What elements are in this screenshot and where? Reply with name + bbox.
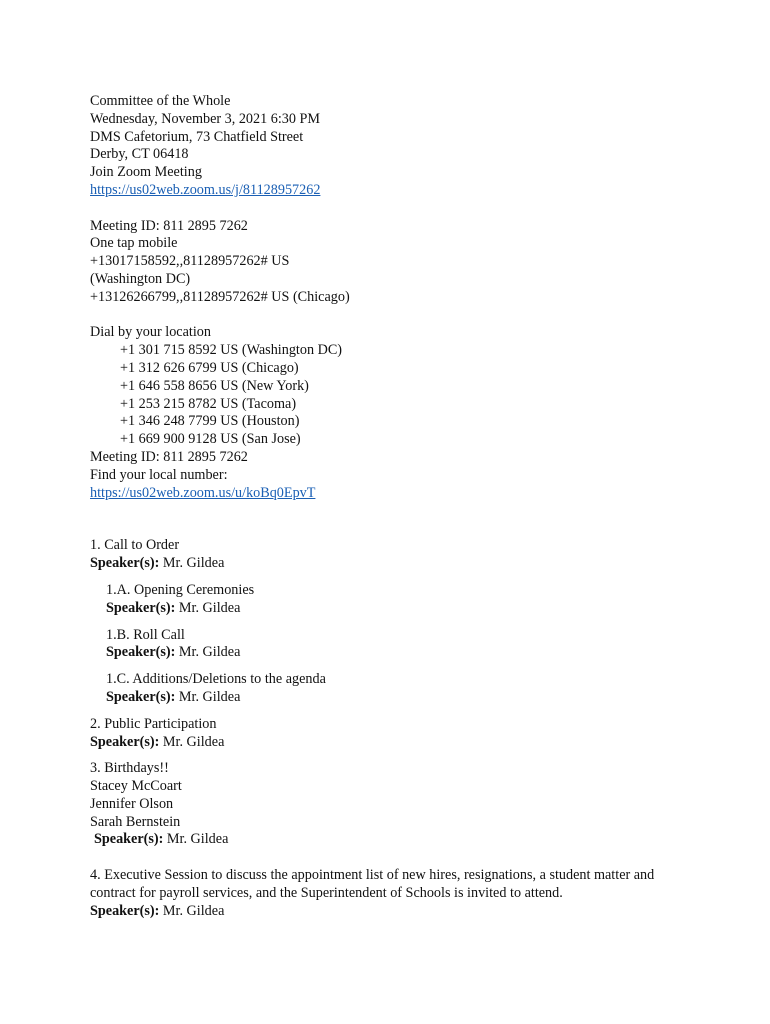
dial-number: +1 346 248 7799 US (Houston) — [120, 413, 300, 430]
join-zoom-link[interactable]: https://us02web.zoom.us/j/81128957262 — [90, 181, 321, 198]
speaker-label: Speaker(s): — [106, 599, 176, 616]
meeting-datetime: Wednesday, November 3, 2021 6:30 PM — [90, 110, 321, 127]
speaker-name: Mr. Gildea — [166, 831, 229, 848]
speaker-label: Speaker(s): — [90, 902, 160, 919]
meeting-city: Derby, CT 06418 — [90, 146, 189, 163]
agenda-item-1 — [90, 537, 700, 573]
speaker-line — [90, 555, 700, 573]
agenda-item-title: 1. Call to Order — [90, 537, 180, 554]
birthday-name: Stacey McCoart — [90, 778, 182, 795]
agenda-item-title: 1.C. Additions/Deletions to the agenda — [106, 671, 326, 688]
meeting-info — [90, 218, 700, 307]
find-local-label: Find your local number: — [90, 466, 228, 483]
one-tap-label: One tap mobile — [90, 235, 178, 252]
speaker-name: Mr. Gildea — [162, 555, 225, 572]
speaker-label: Speaker(s): — [90, 733, 160, 750]
agenda-item-title: 4. Executive Session to discuss the appointment list of new hires, resignations, a student matter and contract for payroll services, and the Superintendent of Schools is invited to attend. — [90, 867, 655, 901]
agenda-item-title: 3. Birthdays!! — [90, 760, 169, 777]
speaker-label: Speaker(s): — [106, 644, 176, 661]
agenda-item-1b — [90, 627, 700, 663]
agenda-item-title: 1.B. Roll Call — [106, 626, 185, 643]
speaker-name: Mr. Gildea — [162, 902, 225, 919]
birthday-name: Sarah Bernstein — [90, 813, 181, 830]
agenda-item-3 — [90, 760, 700, 849]
speaker-line — [106, 689, 700, 707]
one-tap-location: (Washington DC) — [90, 270, 191, 287]
one-tap-number: +13126266799,,81128957262# US (Chicago) — [90, 288, 350, 305]
agenda-item-1c — [90, 671, 700, 707]
agenda-item-title: 1.A. Opening Ceremonies — [106, 581, 255, 598]
agenda-item-4 — [90, 867, 700, 920]
speaker-line — [106, 644, 700, 662]
speaker-name: Mr. Gildea — [178, 644, 241, 661]
speaker-line — [90, 903, 700, 921]
meeting-title: Committee of the Whole — [90, 93, 231, 109]
speaker-line — [90, 831, 700, 849]
agenda-item-1a — [90, 582, 700, 618]
local-number-link[interactable]: https://us02web.zoom.us/u/koBq0EpvT — [90, 484, 316, 501]
speaker-name: Mr. Gildea — [178, 688, 241, 705]
dial-label: Dial by your location — [90, 324, 211, 341]
dial-number: +1 301 715 8592 US (Washington DC) — [120, 342, 343, 359]
dial-number: +1 669 900 9128 US (San Jose) — [120, 431, 301, 448]
speaker-line — [90, 734, 700, 752]
dial-number: +1 253 215 8782 US (Tacoma) — [120, 395, 297, 412]
speaker-name: Mr. Gildea — [162, 733, 225, 750]
speaker-label: Speaker(s): — [90, 555, 160, 572]
speaker-label: Speaker(s): — [106, 688, 176, 705]
one-tap-number: +13017158592,,81128957262# US — [90, 253, 290, 270]
document-page — [90, 93, 700, 920]
agenda-item-2 — [90, 716, 700, 752]
agenda-item-title: 2. Public Participation — [90, 715, 217, 732]
speaker-label: Speaker(s): — [94, 831, 164, 848]
dial-number: +1 646 558 8656 US (New York) — [120, 377, 309, 394]
birthday-name: Jennifer Olson — [90, 795, 174, 812]
meeting-id: Meeting ID: 811 2895 7262 — [90, 217, 248, 234]
dial-section — [90, 324, 700, 502]
agenda — [90, 537, 700, 920]
join-zoom-label: Join Zoom Meeting — [90, 164, 202, 181]
dial-number: +1 312 626 6799 US (Chicago) — [120, 359, 299, 376]
speaker-name: Mr. Gildea — [178, 599, 241, 616]
meeting-location: DMS Cafetorium, 73 Chatfield Street — [90, 128, 304, 145]
meeting-header — [90, 93, 700, 200]
meeting-id: Meeting ID: 811 2895 7262 — [90, 448, 248, 465]
speaker-line — [106, 600, 700, 618]
